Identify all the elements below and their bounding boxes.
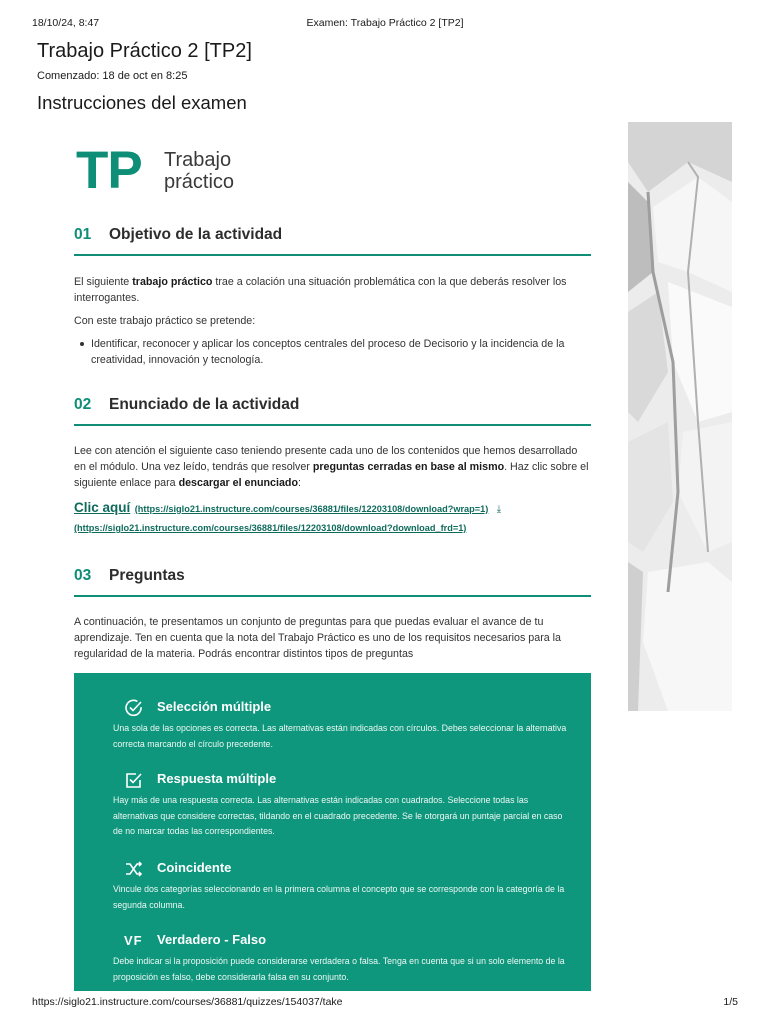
tp-logo-line2: práctico bbox=[164, 171, 235, 193]
started-at: Comenzado: 18 de oct en 8:25 bbox=[37, 70, 188, 82]
bullet-dot bbox=[80, 342, 84, 346]
section-header-preguntas bbox=[74, 567, 591, 597]
question-type-name: Coincidente bbox=[157, 860, 232, 875]
print-footer bbox=[32, 996, 738, 1010]
section-title: Objetivo de la actividad bbox=[109, 226, 283, 243]
quiz-title: Trabajo Práctico 2 [TP2] bbox=[37, 40, 252, 62]
section-divider bbox=[74, 424, 591, 426]
section-header-objetivo bbox=[74, 226, 591, 256]
section-number: 03 bbox=[74, 567, 92, 584]
bullet-text: Identificar, reconocer y aplicar los conceptos centrales del proceso de Decisorio y la incidencia de la creatividad, innovación y tecnología. bbox=[91, 338, 565, 366]
question-type-verdadero-falso bbox=[74, 931, 591, 991]
objetivo-intro: Con este trabajo práctico se pretende: bbox=[74, 315, 256, 327]
tp-logo-mark: TP bbox=[76, 141, 142, 200]
section-divider bbox=[74, 595, 591, 597]
question-type-name: Verdadero - Falso bbox=[157, 932, 267, 947]
print-header bbox=[32, 17, 738, 31]
download-wrap-link[interactable]: (https://siglo21.instructure.com/courses/36881/files/12203108/download?wrap=1) bbox=[134, 504, 489, 514]
instructions-title: Instrucciones del examen bbox=[37, 92, 247, 113]
download-icon[interactable]: ⤓ bbox=[496, 504, 502, 515]
check-circle-icon bbox=[124, 698, 144, 718]
question-type-desc: Una sola de las opciones es correcta. Las alternativas están indicadas con círculos. Debes seleccionar la alternativa correcta marcando el círculo precedente. bbox=[113, 723, 567, 749]
preguntas-intro: A continuación, te presentamos un conjunto de preguntas para que puedas evaluar el avance de tu aprendizaje. Ten en cuenta que la nota del Trabajo Práctico es uno de los requisitos necesarios para la regularidad de la materia. Podrás encontrar distintos tipos de preguntas bbox=[74, 616, 561, 660]
question-type-coincidente bbox=[74, 859, 591, 919]
download-link-block bbox=[74, 499, 591, 536]
download-direct-link[interactable]: (https://siglo21.instructure.com/courses/36881/files/12203108/download?download_frd=1) bbox=[74, 523, 467, 533]
page-number: 1/5 bbox=[723, 996, 738, 1008]
section-number: 01 bbox=[74, 226, 92, 243]
section-title: Preguntas bbox=[109, 567, 185, 584]
question-type-name: Selección múltiple bbox=[157, 699, 272, 714]
shuffle-icon bbox=[124, 859, 144, 879]
question-type-respuesta-multiple bbox=[74, 770, 591, 850]
print-url: https://siglo21.instructure.com/courses/36881/quizzes/154037/take bbox=[32, 996, 343, 1008]
section-number: 02 bbox=[74, 396, 92, 413]
objetivo-bullet bbox=[80, 336, 591, 368]
vf-icon: VF bbox=[124, 933, 143, 948]
section-header-enunciado bbox=[74, 396, 591, 426]
clic-aqui-link[interactable]: Clic aquí bbox=[74, 500, 131, 515]
decorative-architecture-image bbox=[628, 122, 732, 711]
question-type-desc: Debe indicar si la proposición puede considerarse verdadera o falsa. Tenga en cuenta que si un solo elemento de la proposición es falso, debe considerarla falsa en su conjunto. bbox=[113, 956, 565, 982]
print-page-title: Examen: Trabajo Práctico 2 [TP2] bbox=[306, 17, 464, 29]
section-title: Enunciado de la actividad bbox=[109, 396, 300, 413]
section-divider bbox=[74, 254, 591, 256]
print-datetime: 18/10/24, 8:47 bbox=[32, 17, 100, 29]
question-type-desc: Vincule dos categorías seleccionando en la primera columna el concepto que se corresponde con la categoría de la segunda columna. bbox=[113, 884, 565, 910]
question-types-box bbox=[74, 673, 591, 991]
question-type-seleccion-multiple bbox=[74, 698, 591, 758]
tp-logo-text bbox=[164, 149, 234, 193]
check-square-icon bbox=[124, 770, 144, 790]
enunciado-paragraph: Lee con atención el siguiente caso teniendo presente cada uno de los contenidos que hemos desarrollado en el módulo. Una vez leído, tendrás que resolver preguntas cerradas en base al mismo. Haz clic sobre el siguiente enlace para descargar el enunciado: bbox=[74, 445, 589, 489]
objetivo-paragraph: El siguiente trabajo práctico trae a colación una situación problemática con la que deberás resolver los interrogantes. bbox=[74, 276, 567, 304]
question-type-desc: Hay más de una respuesta correcta. Las alternativas están indicadas con cuadrados. Seleccione todas las alternativas que considere correctas, tildando en el cuadrado precedente. Se le otorgará un puntaje parcial en caso de no marcar todas las correspondientes. bbox=[113, 795, 563, 836]
tp-logo-line1: Trabajo bbox=[164, 149, 232, 171]
question-type-name: Respuesta múltiple bbox=[157, 771, 277, 786]
